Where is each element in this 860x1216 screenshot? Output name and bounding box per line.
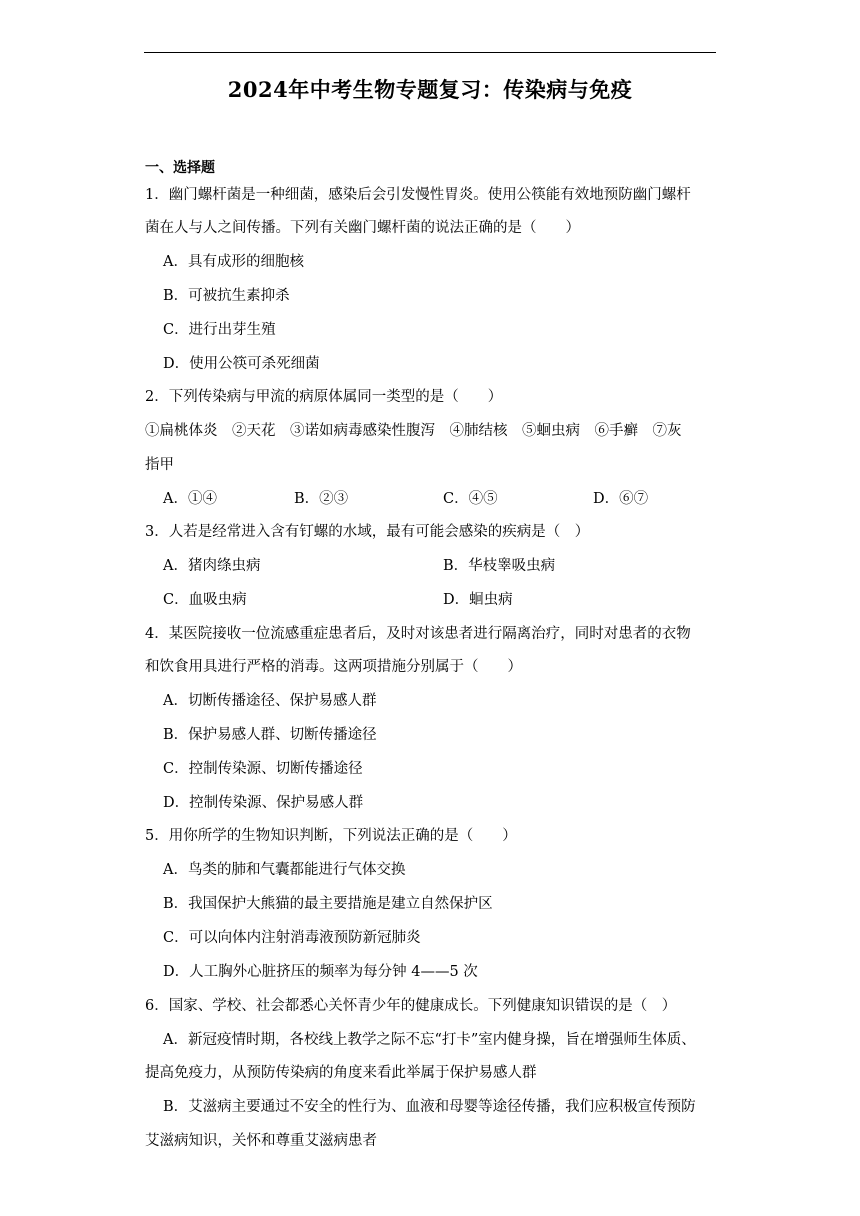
q1-option-a: A．具有成形的细胞核 bbox=[163, 254, 304, 270]
q3-stem: 3．人若是经常进入含有钉螺的水域，最有可能会感染的疾病是（ ） bbox=[145, 524, 590, 540]
q5-option-d: D．人工胸外心脏挤压的频率为每分钟 4——5 次 bbox=[163, 964, 478, 980]
q2-list-line2: 指甲 bbox=[145, 457, 174, 473]
q1-stem-line2: 菌在人与人之间传播。下列有关幽门螺杆菌的说法正确的是（ ） bbox=[145, 220, 580, 236]
q2-option-a: A．①④ bbox=[163, 491, 217, 507]
q2-option-c: C．④⑤ bbox=[443, 491, 498, 507]
section-heading: 一、选择题 bbox=[145, 160, 215, 176]
header-rule bbox=[144, 52, 716, 53]
q2-stem: 2．下列传染病与甲流的病原体属同一类型的是（ ） bbox=[145, 389, 503, 405]
q6-option-b-line1: B．艾滋病主要通过不安全的性行为、血液和母婴等途径传播，我们应积极宣传预防 bbox=[163, 1099, 696, 1115]
q1-option-d: D．使用公筷可杀死细菌 bbox=[163, 356, 320, 372]
q3-option-a: A．猪肉绦虫病 bbox=[163, 558, 261, 574]
q5-option-a: A．鸟类的肺和气囊都能进行气体交换 bbox=[163, 862, 406, 878]
q5-stem: 5．用你所学的生物知识判断，下列说法正确的是（ ） bbox=[145, 828, 517, 844]
q2-option-d: D．⑥⑦ bbox=[593, 491, 649, 507]
q1-option-b: B．可被抗生素抑杀 bbox=[163, 288, 290, 304]
q3-option-d: D．蛔虫病 bbox=[443, 592, 513, 608]
page-title: 2024年中考生物专题复习：传染病与免疫 bbox=[227, 77, 633, 102]
q5-option-b: B．我国保护大熊猫的最主要措施是建立自然保护区 bbox=[163, 896, 493, 912]
q5-option-c: C．可以向体内注射消毒液预防新冠肺炎 bbox=[163, 930, 421, 946]
q6-option-b-line2: 艾滋病知识，关怀和尊重艾滋病患者 bbox=[145, 1133, 377, 1149]
q6-option-a-line1: A．新冠疫情时期，各校线上教学之际不忘“打卡”室内健身操，旨在增强师生体质、 bbox=[163, 1032, 696, 1048]
q6-option-a-line2: 提高免疫力，从预防传染病的角度来看此举属于保护易感人群 bbox=[145, 1065, 537, 1081]
q4-stem-line2: 和饮食用具进行严格的消毒。这两项措施分别属于（ ） bbox=[145, 659, 522, 675]
q1-stem-line1: 1．幽门螺杆菌是一种细菌，感染后会引发慢性胃炎。使用公筷能有效地预防幽门螺杆 bbox=[145, 187, 691, 203]
q4-option-b: B．保护易感人群、切断传播途径 bbox=[163, 727, 377, 743]
q6-stem: 6．国家、学校、社会都悉心关怀青少年的健康成长。下列健康知识错误的是（ ） bbox=[145, 998, 677, 1014]
q3-option-b: B．华枝睾吸虫病 bbox=[443, 558, 556, 574]
q2-option-b: B．②③ bbox=[294, 491, 349, 507]
q1-option-c: C．进行出芽生殖 bbox=[163, 322, 276, 338]
q2-list-line1: ①扁桃体炎 ②天花 ③诺如病毒感染性腹泻 ④肺结核 ⑤蛔虫病 ⑥手癣 ⑦灰 bbox=[145, 423, 682, 439]
q4-stem-line1: 4．某医院接收一位流感重症患者后，及时对该患者进行隔离治疗，同时对患者的衣物 bbox=[145, 626, 691, 642]
q4-option-c: C．控制传染源、切断传播途径 bbox=[163, 761, 363, 777]
q4-option-d: D．控制传染源、保护易感人群 bbox=[163, 795, 364, 811]
q4-option-a: A．切断传播途径、保护易感人群 bbox=[163, 693, 377, 709]
q3-option-c: C．血吸虫病 bbox=[163, 592, 247, 608]
